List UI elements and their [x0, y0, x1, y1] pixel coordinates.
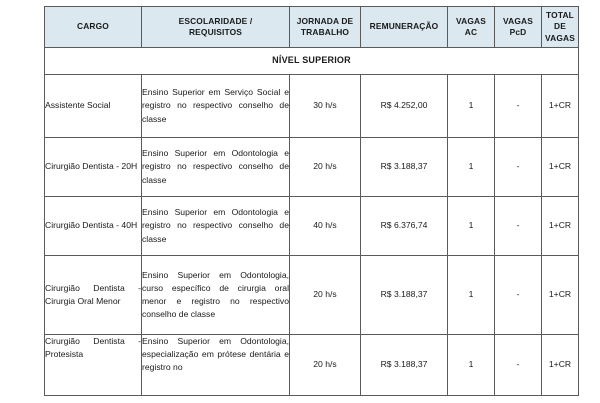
- cell-remuneracao: R$ 3.188,37: [361, 138, 448, 197]
- section-header-row: [45, 48, 579, 75]
- column-header-remuneracao-line-1: REMUNERAÇÃO: [369, 21, 439, 32]
- cell-vagas-ac: 1: [448, 335, 495, 396]
- cell-remuneracao: R$ 6.376,74: [361, 197, 448, 256]
- cell-jornada: 20 h/s: [290, 256, 361, 335]
- cargos-table: [44, 6, 579, 396]
- column-header-total-vagas: [542, 7, 579, 48]
- table-row: [45, 256, 579, 335]
- cell-jornada: 40 h/s: [290, 197, 361, 256]
- cell-vagas-ac: 1: [448, 75, 495, 138]
- table-container: [44, 6, 578, 396]
- header-row: [45, 7, 579, 48]
- table-body: [45, 48, 579, 396]
- cell-escolaridade: Ensino Superior em Odontologia e registro no respectivo conselho de classe: [142, 138, 290, 197]
- column-header-vagas-ac-line-1: VAGAS: [456, 15, 486, 26]
- cell-jornada: 20 h/s: [290, 138, 361, 197]
- column-header-remuneracao: [361, 7, 448, 48]
- column-header-jornada-line-2: TRABALHO: [300, 27, 350, 37]
- cell-cargo: Cirurgião Dentista - Protesista: [45, 335, 142, 396]
- column-header-total-line-1: TOTAL: [546, 10, 574, 21]
- cell-vagas-ac: 1: [448, 138, 495, 197]
- cell-vagas-ac: 1: [448, 197, 495, 256]
- cell-total-vagas: 1+CR: [542, 138, 579, 197]
- column-header-escolaridade: [142, 7, 290, 48]
- table-row: [45, 335, 579, 396]
- section-label-nivel-superior: NÍVEL SUPERIOR: [45, 48, 579, 75]
- cell-cargo: Cirurgião Dentista - 40H: [45, 197, 142, 256]
- column-header-total-line-2: DE: [554, 21, 566, 32]
- cell-jornada: 30 h/s: [290, 75, 361, 138]
- cell-cargo: Cirurgião Dentista - 20H: [45, 138, 142, 197]
- column-header-jornada-line-1: JORNADA DE: [296, 15, 354, 26]
- column-header-vagas-pcd-line-2: PcD: [509, 27, 527, 37]
- cell-jornada: 20 h/s: [290, 335, 361, 396]
- cell-remuneracao: R$ 3.188,37: [361, 335, 448, 396]
- cell-remuneracao: R$ 3.188,37: [361, 256, 448, 335]
- cell-vagas-pcd: -: [495, 335, 542, 396]
- column-header-cargo-line-1: CARGO: [77, 21, 109, 32]
- cell-vagas-ac: 1: [448, 256, 495, 335]
- cell-total-vagas: 1+CR: [542, 256, 579, 335]
- cell-vagas-pcd: -: [495, 75, 542, 138]
- table-row: [45, 75, 579, 138]
- column-header-cargo: [45, 7, 142, 48]
- column-header-vagas-pcd: [495, 7, 542, 48]
- cell-cargo: Assistente Social: [45, 75, 142, 138]
- cell-remuneracao: R$ 4.252,00: [361, 75, 448, 138]
- column-header-vagas-ac-line-2: AC: [464, 27, 478, 37]
- table-row: [45, 197, 579, 256]
- cell-total-vagas: 1+CR: [542, 335, 579, 396]
- table-row: [45, 138, 579, 197]
- column-header-total-line-3: VAGAS: [545, 32, 575, 43]
- cell-total-vagas: 1+CR: [542, 75, 579, 138]
- cell-vagas-pcd: -: [495, 197, 542, 256]
- cell-vagas-pcd: -: [495, 256, 542, 335]
- column-header-escolaridade-line-1: ESCOLARIDADE /: [178, 15, 253, 26]
- column-header-escolaridade-line-2: REQUISITOS: [188, 27, 242, 37]
- table-header: [45, 7, 579, 48]
- column-header-jornada: [290, 7, 361, 48]
- cell-escolaridade: Ensino Superior em Odontologia, curso específico de cirurgia oral menor e registro no respectivo conselho de classe: [142, 256, 290, 335]
- cell-escolaridade: Ensino Superior em Odontologia e registro no respectivo conselho de classe: [142, 197, 290, 256]
- column-header-vagas-pcd-line-1: VAGAS: [503, 15, 533, 26]
- cell-vagas-pcd: -: [495, 138, 542, 197]
- cell-cargo: Cirurgião Dentista - Cirurgia Oral Menor: [45, 256, 142, 335]
- cell-escolaridade: Ensino Superior em Serviço Social e registro no respectivo conselho de classe: [142, 75, 290, 138]
- cell-total-vagas: 1+CR: [542, 197, 579, 256]
- cell-escolaridade: Ensino Superior em Odontologia, especialização em prótese dentária e registro no: [142, 335, 290, 396]
- column-header-vagas-ac: [448, 7, 495, 48]
